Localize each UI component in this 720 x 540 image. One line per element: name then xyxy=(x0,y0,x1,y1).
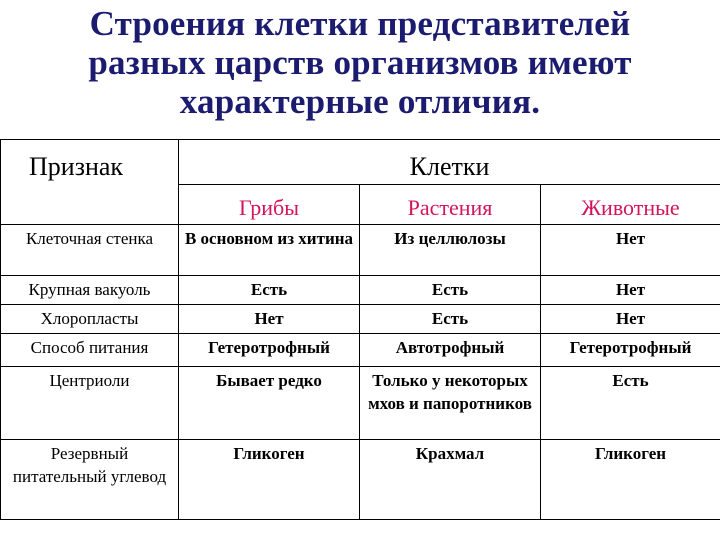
row-label: Центриоли xyxy=(1,367,179,440)
title-line-1: Строения клетки представителей xyxy=(89,4,631,43)
table-row xyxy=(1,305,720,334)
row-label: Клеточная стенка xyxy=(1,225,179,276)
header-feature: Признак xyxy=(1,140,179,225)
cell-plants: Крахмал xyxy=(360,440,541,520)
table-row xyxy=(1,367,720,440)
table-row xyxy=(1,276,720,305)
row-label: Способ питания xyxy=(1,334,179,367)
cell-fungi: Есть xyxy=(179,276,360,305)
row-label: Крупная вакуоль xyxy=(1,276,179,305)
cell-fungi: Гетеротрофный xyxy=(179,334,360,367)
row-label: Хлоропласты xyxy=(1,305,179,334)
cell-plants: Автотрофный xyxy=(360,334,541,367)
cell-animals: Есть xyxy=(541,367,720,440)
kingdom-fungi: Грибы xyxy=(179,185,360,225)
cell-animals: Нет xyxy=(541,305,720,334)
cell-fungi: Нет xyxy=(179,305,360,334)
cell-animals: Гетеротрофный xyxy=(541,334,720,367)
cell-animals: Гликоген xyxy=(541,440,720,520)
header-cells: Клетки xyxy=(179,140,720,185)
table-header-row xyxy=(1,140,720,185)
cell-animals: Нет xyxy=(541,225,720,276)
cell-plants: Есть xyxy=(360,276,541,305)
cell-fungi: Бывает редко xyxy=(179,367,360,440)
row-label: Резервный питательный углевод xyxy=(1,440,179,520)
table-row xyxy=(1,334,720,367)
cell-plants: Есть xyxy=(360,305,541,334)
table-row xyxy=(1,440,720,520)
cell-fungi: Гликоген xyxy=(179,440,360,520)
title-line-3: характерные отличия. xyxy=(179,82,541,121)
cell-plants: Из целлюлозы xyxy=(360,225,541,276)
table-row xyxy=(1,225,720,276)
kingdom-animals: Животные xyxy=(541,185,720,225)
title-line-2: разных царств организмов имеют xyxy=(88,43,632,82)
cell-fungi: В основном из хитина xyxy=(179,225,360,276)
kingdom-plants: Растения xyxy=(360,185,541,225)
cell-animals: Нет xyxy=(541,276,720,305)
slide-title xyxy=(0,4,720,121)
cell-plants: Только у некоторых мхов и папоротников xyxy=(360,367,541,440)
comparison-table xyxy=(0,139,720,520)
